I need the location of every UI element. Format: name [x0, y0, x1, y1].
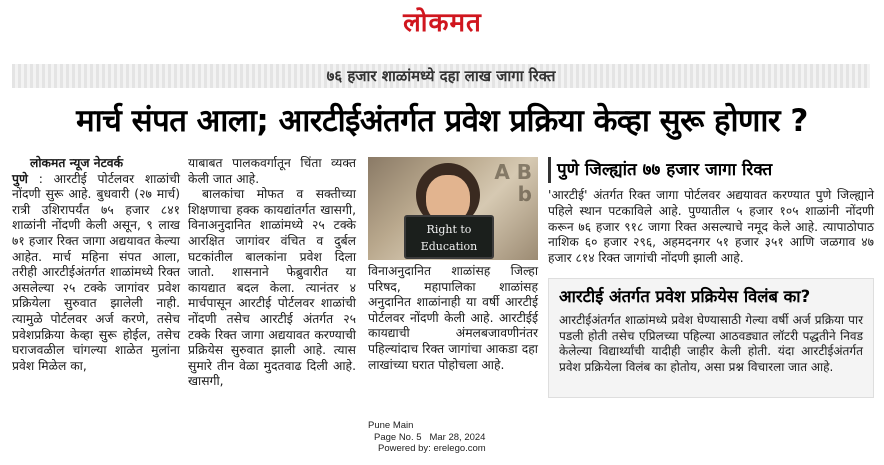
- page-footer: [360, 420, 520, 455]
- info-box-body: आरटीईअंतर्गत शाळांमध्ये प्रवेश घेण्यासाठी गेल्या वर्षी अर्ज प्रक्रिया पार पडली होती तसेच एप्रिलच्या पहिल्या आठवड्यात लॉटरी पद्धतीने निवड केलेल्या विद्यार्थ्यांची यादीही जाहीर केली होती. यंदा आरटीईअंतर्गत प्रवेश प्रक्रियेला विलंब का होतोय, असा प्रश्न विचारला जात आहे.: [559, 313, 863, 374]
- sidebar-heading: पुणे जिल्ह्यांत ७७ हजार जागा रिक्त: [548, 157, 872, 183]
- photo-background-letters: A B b: [494, 160, 532, 206]
- footer-page-date: [360, 432, 520, 444]
- photo-chalkboard: [404, 215, 494, 259]
- column-1-text: [12, 172, 180, 375]
- info-box: [548, 278, 874, 398]
- article-photo-girl-with-board: [368, 157, 538, 260]
- footer-powered-by: Powered by: erelego.com: [378, 443, 486, 454]
- footer-page: Page No. 5: [374, 431, 422, 443]
- column-2-paragraph-1: याबाबत पालकवर्गातून चिंता व्यक्त केली जात आहे.: [188, 156, 356, 186]
- info-box-title: आरटीई अंतर्गत प्रवेश प्रक्रियेस विलंब का?: [559, 287, 811, 306]
- footer-date: Mar 28, 2024: [429, 431, 486, 443]
- sidebar-body: 'आरटीई' अंतर्गत रिक्त जागा पोर्टलवर अद्ययावत करण्यात पुणे जिल्ह्याने पहिले स्थान पटकाविले आहे. पुण्यातील ५ हजार १०५ शाळांनी नोंदणी करून ७६ हजार ९१८ जागा रिक्त असल्याचे नमूद केले आहे. त्यापाठोपाठ नाशिक ६० हजार २९६, अहमदनगर ५१ हजार ३५१ आणि जळगाव ४७ हजार ८१४ रिक्त जागांची नोंदणी झाली आहे.: [548, 188, 874, 266]
- chalkboard-line-2: Education: [420, 240, 478, 253]
- kicker-subheadline: ७६ हजार शाळांमध्ये दहा लाख जागा रिक्त: [12, 64, 870, 88]
- column-3-body: विनाअनुदानित शाळांसह जिल्हा परिषद, महापालिका शाळांसह अनुदानित शाळांनाही या वर्षी आरटीई पोर्टलवर नोंदणी केली आहे. आरटीईई कायद्याची अंमलबजावणीनंतर पहिल्यांदाच रिक्त जागांचा आकडा दहा लाखांच्या घरात पोहोचला आहे.: [368, 264, 538, 372]
- article-column-2: [188, 156, 356, 390]
- dateline-city: पुणे: [12, 171, 28, 186]
- article-column-3: [368, 264, 538, 373]
- article-column-1: [12, 156, 180, 374]
- main-headline: मार्च संपत आला; आरटीईअंतर्गत प्रवेश प्रक्रिया केव्हा सुरू होणार ?: [76, 103, 808, 139]
- chalkboard-line-1: Right to: [426, 223, 472, 236]
- footer-edition: Pune Main: [368, 420, 414, 431]
- column-1-body: : आरटीई पोर्टलवर शाळांची नोंदणी सुरू आहे. बुधवारी (२७ मार्च) रात्री उशिरापर्यंत ७५ हजार ८४१ शाळांनी नोंदणी केली असून, ९ लाख ७१ हजार रिक्त जागा अद्ययावत केल्या आहेत. मार्च महिना संपत आला, तरीही आरटीईअंतर्गत शाळांमध्ये रिक्त असलेल्या २५ टक्के जागांवर प्रवेश प्रक्रियेला सुरुवात झालेली नाही. त्यामुळे पोर्टलवर अर्ज करणे, तसेच प्रवेशप्रक्रिया केव्हा सुरू होईल, तसेच घराजवळील चांगल्या शाळेत मुलांना प्रवेश मिळेल का,: [12, 171, 180, 373]
- newspaper-logo: लोकमत: [403, 8, 482, 38]
- column-2-paragraph-2: बालकांचा मोफत व सक्तीच्या शिक्षणाचा हक्क कायद्यांतर्गत खासगी, विनाअनुदानित शाळांमध्ये २५ टक्के आरक्षित जागांवर वंचित व दुर्बल घटकांतील बालकांना प्रवेश दिला जातो. शासनाने फेब्रुवारीत या कायद्यात बदल केला. त्यानंतर ४ मार्चपासून आरटीई पोर्टलवर शाळांची नोंदणी तसेच आरटीई अंतर्गत २५ टक्के रिक्त जागा अद्ययावत करण्याची प्रक्रियेस सुरुवात झाली आहे. त्यास सुमारे तीन वेळा मुदतवाढ दिली आहे. खासगी,: [188, 187, 356, 389]
- byline: लोकमत न्यूज नेटवर्क: [30, 156, 124, 170]
